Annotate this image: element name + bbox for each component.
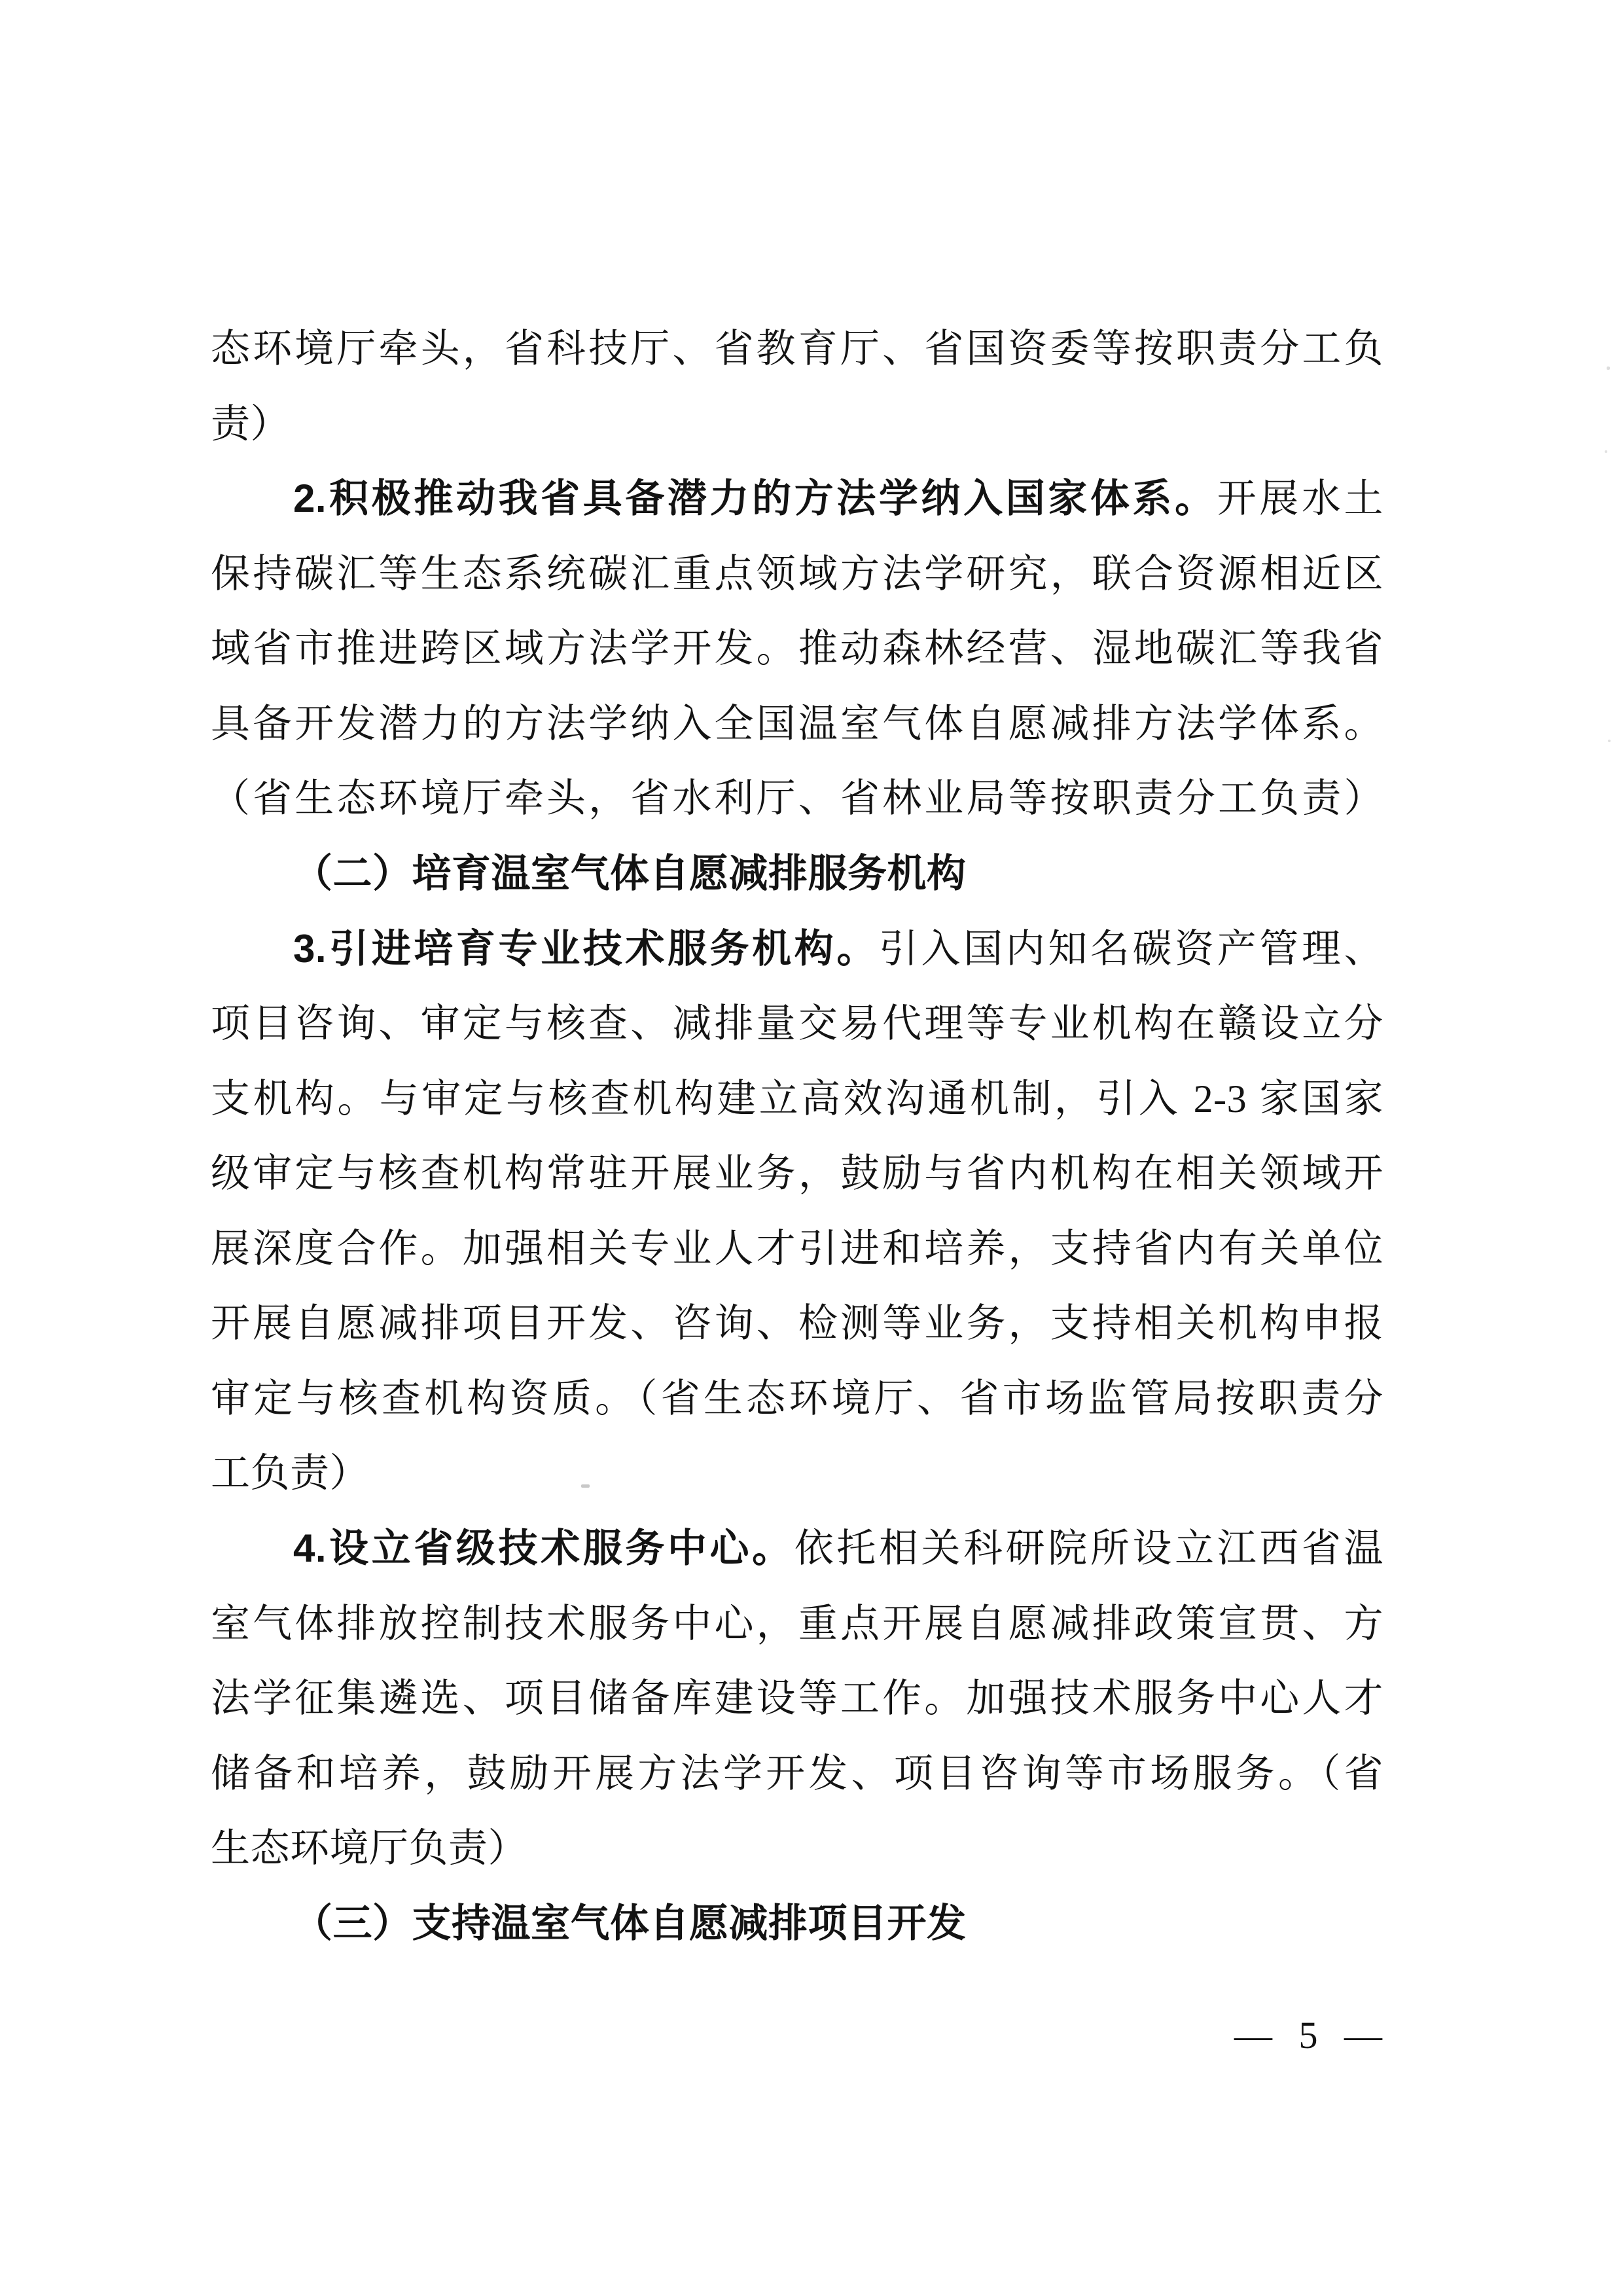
text-line xyxy=(211,1736,1383,1812)
text-line xyxy=(211,537,1383,612)
text-line xyxy=(211,1661,1383,1736)
text-line xyxy=(211,611,1383,687)
text-segment: 储备和培养，鼓励开展方法学开发、项目咨询等市场服务。（省 xyxy=(211,1751,1383,1795)
text-segment: 依托相关科研院所设立江西省温 xyxy=(794,1527,1383,1570)
text-segment: 法学征集遴选、项目储备库建设等工作。加强技术服务中心人才 xyxy=(211,1677,1383,1721)
text-line xyxy=(211,1211,1383,1287)
text-segment: 项目咨询、审定与核查、减排量交易代理等专业机构在赣设立分 xyxy=(211,1002,1383,1046)
bold-text-segment: 3.引进培育专业技术服务机构。 xyxy=(293,926,879,971)
document-body xyxy=(211,312,1383,1961)
text-segment: 生态环境厅负责） xyxy=(211,1827,527,1871)
text-segment: 工负责） xyxy=(211,1452,369,1496)
text-segment: 展深度合作。加强相关专业人才引进和培养，支持省内有关单位 xyxy=(211,1227,1383,1270)
bold-text-segment: 4.设立省级技术服务中心。 xyxy=(293,1526,794,1570)
text-segment: 开展自愿减排项目开发、咨询、检测等业务，支持相关机构申报 xyxy=(211,1302,1383,1346)
text-line xyxy=(211,312,1383,387)
text-line xyxy=(211,461,1383,537)
bold-text-segment: （二）培育温室气体自愿减排服务机构 xyxy=(293,851,967,895)
text-segment: 引入国内知名碳资产管理、 xyxy=(878,927,1384,971)
text-line xyxy=(211,1886,1383,1962)
text-line xyxy=(211,387,1383,462)
scan-speck xyxy=(1605,450,1607,453)
scan-speck xyxy=(1608,740,1611,742)
scan-speck xyxy=(1607,367,1610,370)
bold-text-segment: （三）支持温室气体自愿减排项目开发 xyxy=(293,1901,967,1945)
text-line xyxy=(211,1062,1383,1137)
page-number: — 5 — xyxy=(1234,2014,1383,2056)
text-segment: 域省市推进跨区域方法学开发。推动森林经营、湿地碳汇等我省 xyxy=(211,627,1383,671)
text-segment: 支机构。与审定与核查机构建立高效沟通机制，引入 2-3 家国家 xyxy=(211,1077,1383,1121)
text-line xyxy=(211,1286,1383,1361)
text-line xyxy=(211,687,1383,762)
text-line xyxy=(211,836,1383,912)
text-segment: （省生态环境厅牵头，省水利厅、省林业局等按职责分工负责） xyxy=(211,777,1383,821)
bold-text-segment: 2.积极推动我省具备潜力的方法学纳入国家体系。 xyxy=(293,476,1217,521)
text-segment: 审定与核查机构资质。（省生态环境厅、省市场监管局按职责分 xyxy=(211,1376,1383,1420)
text-line xyxy=(211,912,1383,987)
text-line xyxy=(211,761,1383,836)
text-segment: 开展水土 xyxy=(1217,477,1383,521)
text-line xyxy=(211,1511,1383,1587)
text-segment: 保持碳汇等生态系统碳汇重点领域方法学研究，联合资源相近区 xyxy=(211,552,1383,596)
text-segment: 室气体排放控制技术服务中心，重点开展自愿减排政策宣贯、方 xyxy=(211,1602,1383,1645)
text-line xyxy=(211,1811,1383,1886)
text-segment: 责） xyxy=(211,402,290,446)
text-line xyxy=(211,1436,1383,1511)
text-line xyxy=(211,986,1383,1062)
text-segment: 级审定与核查机构常驻开展业务，鼓励与省内机构在相关领域开 xyxy=(211,1152,1383,1196)
text-line xyxy=(211,1587,1383,1662)
scan-speck xyxy=(581,1484,590,1488)
text-segment: 具备开发潜力的方法学纳入全国温室气体自愿减排方法学体系。 xyxy=(211,702,1383,745)
text-line xyxy=(211,1136,1383,1211)
text-line xyxy=(211,1361,1383,1437)
text-segment: 态环境厅牵头，省科技厅、省教育厅、省国资委等按职责分工负 xyxy=(211,327,1383,370)
